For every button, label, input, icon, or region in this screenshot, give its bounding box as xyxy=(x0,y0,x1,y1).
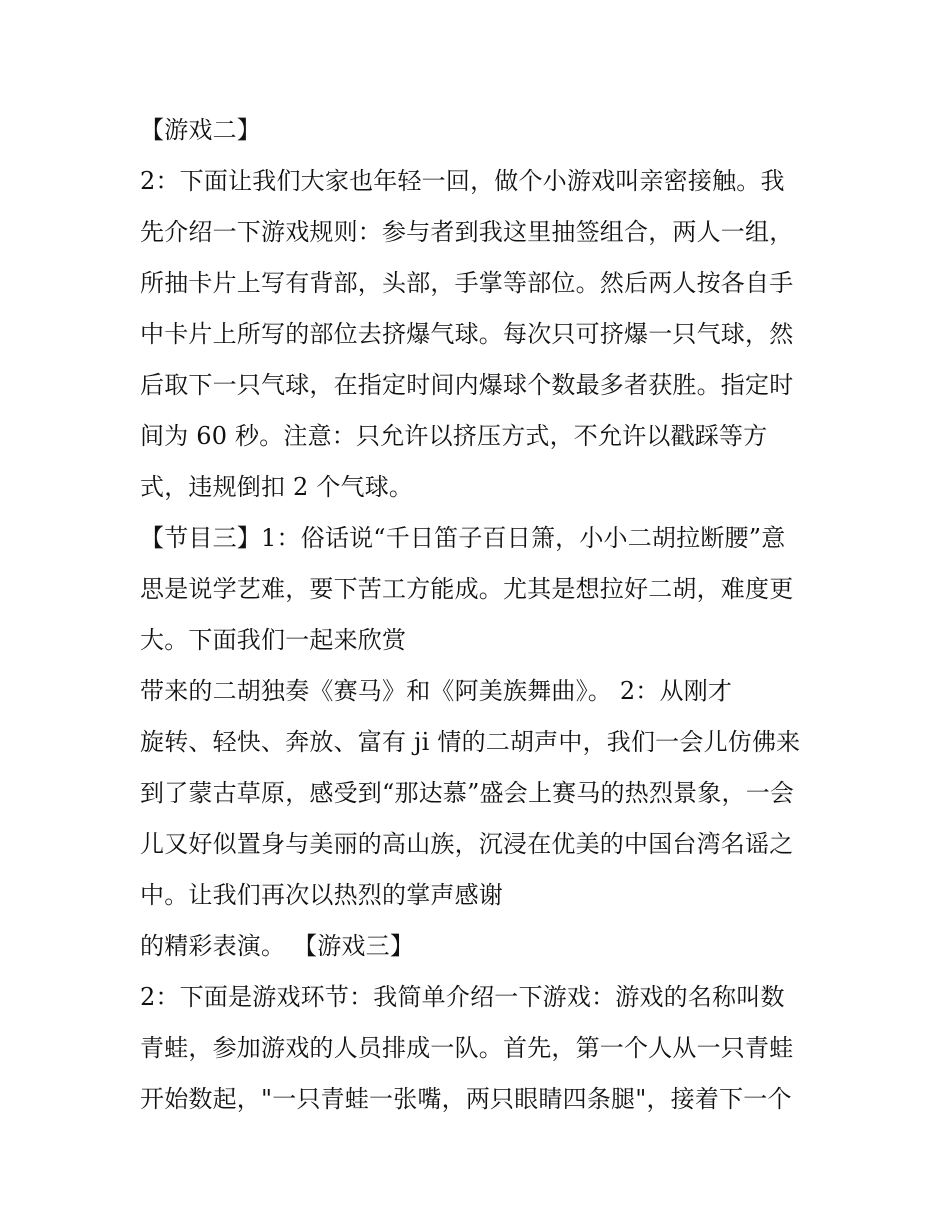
text-line: 2：下面是游戏环节：我简单介绍一下游戏：游戏的名称叫数 xyxy=(140,983,785,1011)
text-line: 式，违规倒扣 2 个气球。 xyxy=(140,473,414,501)
text-line: 间为 60 秒。注意：只允许以挤压方式，不允许以戳踩等方 xyxy=(140,422,768,450)
text-line: 儿又好似置身与美丽的高山族，沉浸在优美的中国台湾名谣之 xyxy=(140,830,794,858)
text-line: 青蛙，参加游戏的人员排成一队。首先，第一个人从一只青蛙 xyxy=(140,1034,794,1062)
text-line-game-three: 的精彩表演。 【游戏三】 xyxy=(140,932,415,960)
text-line: 中卡片上所写的部位去挤爆气球。每次只可挤爆一只气球，然 xyxy=(140,320,794,348)
text-line: 中。让我们再次以热烈的掌声感谢 xyxy=(140,881,503,909)
text-line: 2：下面让我们大家也年轻一回，做个小游戏叫亲密接触。我 xyxy=(140,167,785,195)
text-line: 思是说学艺难，要下苦工方能成。尤其是想拉好二胡，难度更 xyxy=(140,575,794,603)
text-line: 开始数起，"一只青蛙一张嘴，两只眼睛四条腿"，接着下一个 xyxy=(140,1085,792,1113)
text-line-heading-game-two: 【游戏二】 xyxy=(140,116,261,144)
text-line-program-three: 【节目三】1：俗话说“千日笛子百日箫，小小二胡拉断腰”意 xyxy=(140,524,786,552)
text-line: 所抽卡片上写有背部，头部，手掌等部位。然后两人按各自手 xyxy=(140,269,794,297)
text-line: 到了蒙古草原，感受到“那达慕”盛会上赛马的热烈景象，一会 xyxy=(140,779,795,807)
text-line: 先介绍一下游戏规则：参与者到我这里抽签组合，两人一组， xyxy=(140,218,794,246)
text-line: 旋转、轻快、奔放、富有 ji 情的二胡声中，我们一会儿仿佛来 xyxy=(140,728,801,756)
text-line: 大。下面我们一起来欣赏 xyxy=(140,626,407,654)
text-line: 后取下一只气球，在指定时间内爆球个数最多者获胜。指定时 xyxy=(140,371,794,399)
text-line: 带来的二胡独奏《赛马》和《阿美族舞曲》。 2：从刚才 xyxy=(140,677,733,705)
